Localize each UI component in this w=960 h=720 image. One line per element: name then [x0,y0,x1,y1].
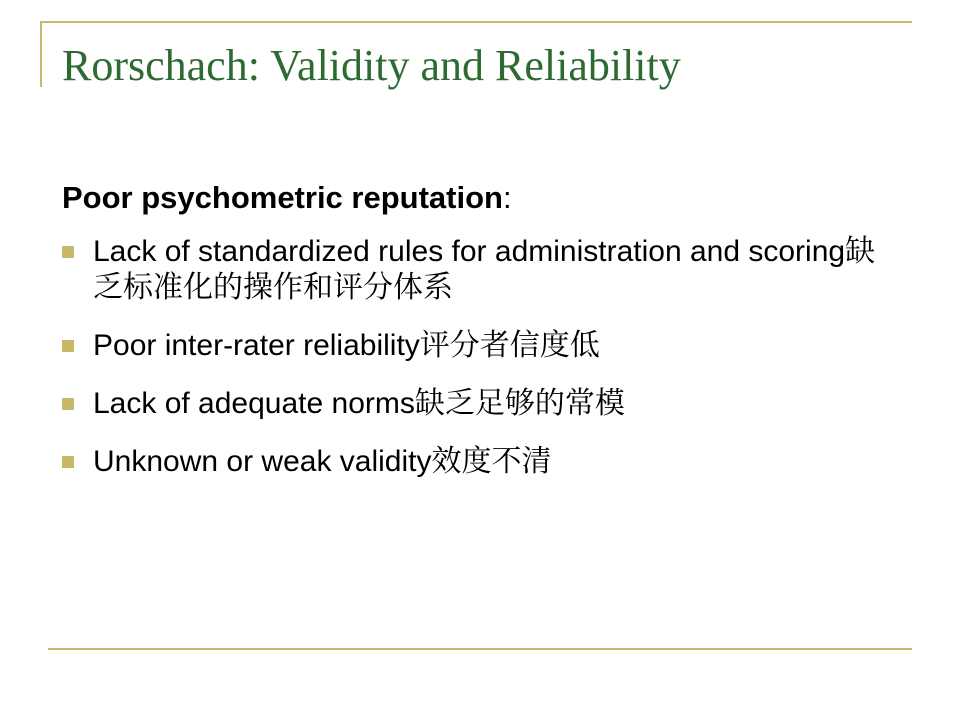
bullet-item [62,444,902,480]
top-rule [40,21,912,23]
left-rule [40,21,42,87]
square-bullet-icon [62,456,74,468]
square-bullet-icon [62,246,74,258]
bullet-item [62,234,902,306]
slide-body [62,178,902,502]
section-heading [62,178,902,218]
section-heading-bold: Poor psychometric reputation [62,180,503,215]
bullet-text: Lack of adequate norms缺乏足够的常模 [93,387,625,420]
slide-title: Rorschach: Validity and Reliability [62,41,681,90]
bullet-list [62,234,902,480]
bottom-rule [48,648,912,650]
bullet-item [62,386,902,422]
square-bullet-icon [62,340,74,352]
bullet-text: Poor inter-rater reliability评分者信度低 [93,329,600,362]
bullet-text: Unknown or weak validity效度不清 [93,445,552,478]
bullet-item [62,328,902,364]
bullet-text: Lack of standardized rules for administration and scoring缺乏标准化的操作和评分体系 [93,235,876,304]
section-heading-colon: : [502,180,512,215]
square-bullet-icon [62,398,74,410]
